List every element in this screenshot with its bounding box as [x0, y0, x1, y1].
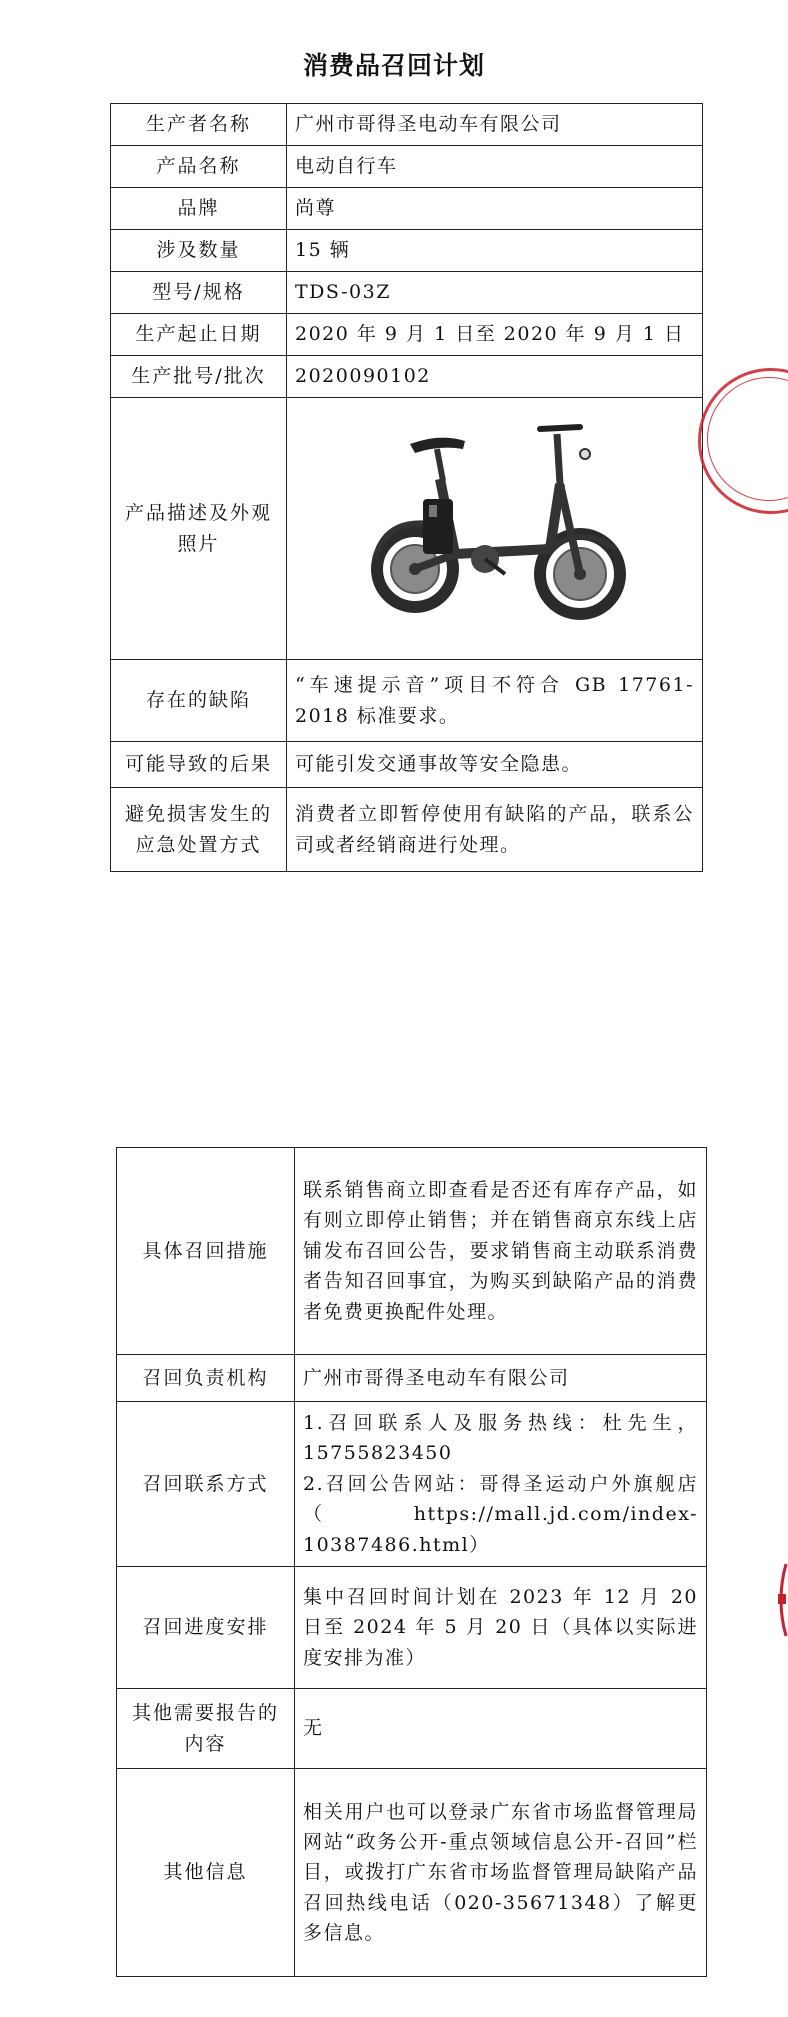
quantity-value: 15 辆	[287, 230, 703, 272]
schedule-label: 召回进度安排	[117, 1567, 295, 1689]
table-row	[111, 398, 703, 660]
other-report-label: 其他需要报告的内容	[117, 1689, 295, 1769]
table-row	[117, 1148, 707, 1355]
contact-line-1: 1.召回联系人及服务热线：杜先生，15755823450	[303, 1412, 698, 1465]
manufacturer-value: 广州市哥得圣电动车有限公司	[287, 104, 703, 146]
table-row	[117, 1355, 707, 1402]
table-row	[111, 314, 703, 356]
quantity-label: 涉及数量	[111, 230, 287, 272]
consequence-value: 可能引发交通事故等安全隐患。	[287, 742, 703, 788]
desc-label: 产品描述及外观照片	[111, 398, 287, 660]
measures-label: 具体召回措施	[117, 1148, 295, 1355]
brand-label: 品牌	[111, 188, 287, 230]
other-info-value: 相关用户也可以登录广东省市场监督管理局网站“政务公开-重点领域信息公开-召回”栏目，或拨打广东省市场监督管理局缺陷产品召回热线电话（020-35671348）了解更多信息。	[295, 1769, 707, 1977]
product-value: 电动自行车	[287, 146, 703, 188]
table-row	[117, 1402, 707, 1567]
other-report-value: 无	[295, 1689, 707, 1769]
brand-value: 尚尊	[287, 188, 703, 230]
batch-value: 2020090102	[287, 356, 703, 398]
contact-value	[295, 1402, 707, 1567]
product-label: 产品名称	[111, 146, 287, 188]
recall-plan-table-1	[110, 103, 703, 872]
dates-value: 2020 年 9 月 1 日至 2020 年 9 月 1 日	[287, 314, 703, 356]
org-label: 召回负责机构	[117, 1355, 295, 1402]
table-row	[111, 230, 703, 272]
schedule-value: 集中召回时间计划在 2023 年 12 月 20 日至 2024 年 5 月 20 日（具体以实际进度安排为准）	[295, 1567, 707, 1689]
other-info-label: 其他信息	[117, 1769, 295, 1977]
emergency-label: 避免损害发生的应急处置方式	[111, 788, 287, 872]
product-photo	[287, 398, 703, 660]
seal-fragment	[772, 1560, 788, 1640]
table-row	[111, 104, 703, 146]
table-row	[117, 1769, 707, 1977]
table-row	[111, 146, 703, 188]
recall-plan-table-2	[116, 1147, 707, 1977]
table-row	[111, 788, 703, 872]
contact-label: 召回联系方式	[117, 1402, 295, 1567]
page-title: 消费品召回计划	[302, 51, 485, 80]
batch-label: 生产批号/批次	[111, 356, 287, 398]
dates-label: 生产起止日期	[111, 314, 287, 356]
consequence-label: 可能导致的后果	[111, 742, 287, 788]
company-seal-stamp	[698, 368, 788, 514]
model-value: TDS-03Z	[287, 272, 703, 314]
table-row	[111, 660, 703, 742]
emergency-value: 消费者立即暂停使用有缺陷的产品，联系公司或者经销商进行处理。	[287, 788, 703, 872]
table-row	[111, 188, 703, 230]
table-row	[117, 1689, 707, 1769]
table-row	[111, 742, 703, 788]
model-label: 型号/规格	[111, 272, 287, 314]
measures-value: 联系销售商立即查看是否还有库存产品，如有则立即停止销售；并在销售商京东线上店铺发布召回公告，要求销售商主动联系消费者告知召回事宜，为购买到缺陷产品的消费者免费更换配件处理。	[295, 1148, 707, 1355]
table-row	[117, 1567, 707, 1689]
manufacturer-label: 生产者名称	[111, 104, 287, 146]
table-row	[111, 356, 703, 398]
defect-value: “车速提示音”项目不符合 GB 17761-2018 标准要求。	[287, 660, 703, 742]
org-value: 广州市哥得圣电动车有限公司	[295, 1355, 707, 1402]
electric-bicycle-photo-icon	[345, 409, 645, 639]
table-row	[111, 272, 703, 314]
contact-line-2: 2.召回公告网站：哥得圣运动户外旗舰店（https://mall.jd.com/index-10387486.html）	[303, 1472, 698, 1556]
defect-label: 存在的缺陷	[111, 660, 287, 742]
